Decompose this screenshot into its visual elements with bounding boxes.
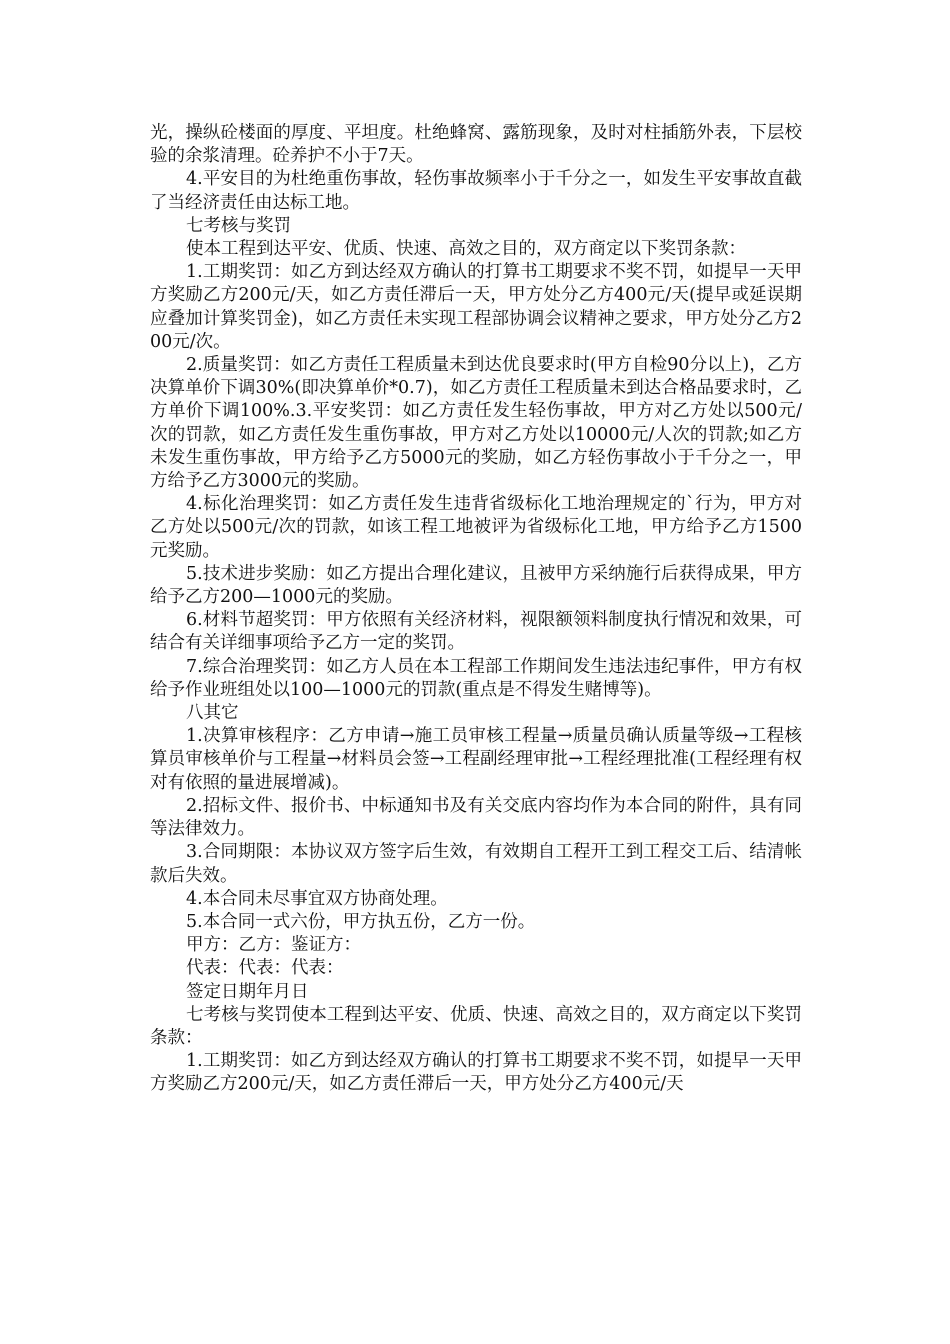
paragraph-quality-reward: 2.质量奖罚：如乙方责任工程质量未到达优良要求时(甲方自检90分以上)，乙方决算单价下调30%(即决算单价*0.7)，如乙方责任工程质量未到达合格品要求时，乙方单价下调100%.3.平安奖罚：如乙方责任发生轻伤事故，甲方对乙方处以500元/次的罚款，如乙方责任发生重伤事故，甲方对乙方处以10000元/人次的罚款;如乙方未发生重伤事故，甲方给予乙方5000元的奖励，如乙方轻伤事故小于千分之一，甲方给予乙方3000元的奖励。 (150, 355, 802, 492)
paragraph-negotiation: 4.本合同未尽事宜双方协商处理。 (186, 888, 448, 909)
signing-date: 签定日期年月日 (186, 981, 309, 1002)
paragraph-copies: 5.本合同一式六份，甲方执五份，乙方一份。 (186, 911, 536, 932)
paragraph-1: 4.平安目的为杜绝重伤事故，轻伤事故频率小于千分之一，如发生平安事故直截了当经济责任由达标工地。 (150, 169, 802, 213)
paragraph-tech-progress-reward: 5.技术进步奖励：如乙方提出合理化建议，且被甲方采纳施行后获得成果，甲方给予乙方200—1000元的奖励。 (150, 563, 802, 608)
paragraph-comprehensive-reward: 7.综合治理奖罚：如乙方人员在本工程部工作期间发生违法违纪事件，甲方有权给予作业班组处以100—1000元的罚款(重点是不得发生赌博等)。 (150, 656, 802, 700)
paragraph-20: 1.工期奖罚：如乙方到达经双方确认的打算书工期要求不奖不罚，如提早一天甲方奖励乙方200元/天，如乙方责任滞后一天，甲方处分乙方400元/天 (150, 1051, 802, 1095)
paragraph-attachments: 2.招标文件、报价书、中标通知书及有关交底内容均作为本合同的附件，具有同等法律效力。 (150, 795, 802, 840)
paragraph-19: 七考核与奖罚使本工程到达平安、优质、快速、高效之目的，双方商定以下奖罚条款： (150, 1004, 802, 1048)
document-body (150, 122, 802, 1097)
section-heading-other: 八其它 (186, 703, 239, 724)
paragraph-0: 光，操纵砼楼面的厚度、平坦度。杜绝蜂窝、露筋现象，及时对柱插筋外表，下层校验的余浆清理。砼养护不小于7天。 (150, 123, 802, 167)
paragraph-3: 使本工程到达平安、优质、快速、高效之目的，双方商定以下奖罚条款： (186, 239, 746, 260)
section-heading-assessment: 七考核与奖罚 (186, 215, 291, 236)
paragraph-audit-procedure: 1.决算审核程序：乙方申请→施工员审核工程量→质量员确认质量等级→工程核算员审核单价与工程量→材料员会签→工程副经理审批→工程经理批准(工程经理有权对有依照的量进展增减)。 (150, 726, 802, 793)
signature-representatives: 代表：代表：代表： (186, 958, 344, 979)
paragraph-contract-term: 3.合同期限：本协议双方签字后生效，有效期自工程开工到工程交工后、结清帐款后失效。 (150, 842, 802, 886)
paragraph-material-reward: 6.材料节超奖罚：甲方依照有关经济材料，视限额领料制度执行情况和效果，可结合有关详细事项给予乙方一定的奖罚。 (150, 610, 802, 654)
paragraph-standardization-reward: 4.标化治理奖罚：如乙方责任发生违背省级标化工地治理规定的`行为，甲方对乙方处以500元/次的罚款，如该工程工地被评为省级标化工地，甲方给予乙方1500元奖励。 (150, 494, 802, 561)
signature-parties: 甲方：乙方：鉴证方： (186, 935, 361, 956)
paragraph-schedule-reward: 1.工期奖罚：如乙方到达经双方确认的打算书工期要求不奖不罚，如提早一天甲方奖励乙方200元/天，如乙方责任滞后一天，甲方处分乙方400元/天(提早或延误期应叠加计算奖罚金)，如乙方责任未实现工程部协调会议精神之要求，甲方处分乙方200元/次。 (150, 262, 802, 352)
